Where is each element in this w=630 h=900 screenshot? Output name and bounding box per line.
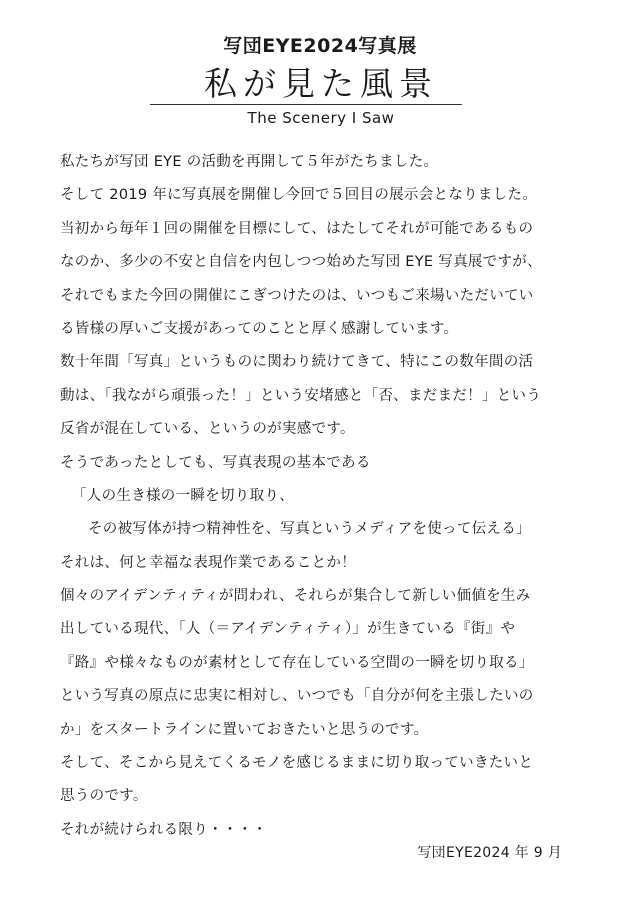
body-line: 当初から毎年１回の開催を目標にして、はたしてそれが可能であるもの [60, 220, 534, 237]
body-line: 反省が混在している、というのが実感です。 [60, 421, 355, 438]
body-line: 『路』や様々なものが素材として存在している空間の一瞬を切り取る」 [60, 654, 534, 671]
english-title: The Scenery I Saw [247, 109, 395, 127]
quote-line: 「人の生き様の一瞬を切り取り、 [72, 487, 294, 504]
body-line: 思うのです。 [60, 788, 148, 805]
body-line: それでもまた今回の開催にこぎつけたのは、いつもご来場いただいてい [60, 287, 534, 304]
exhibition-subtitle: 写団EYE2024写真展 [223, 35, 417, 57]
title-underline [150, 104, 462, 105]
quote-line: その被写体が持つ精神性を、写真というメディアを使って伝える」 [88, 521, 531, 538]
body-line: それが続けられる限り・・・・ [60, 821, 268, 838]
signature: 写団EYE2024 年 9 月 [417, 845, 562, 861]
body-line: 動は、「我ながら頑張った！」という安堵感と「否、まだまだ！」という [60, 387, 542, 404]
body-line: る皆様の厚いご支援があってのことと厚く感謝しています。 [60, 320, 459, 337]
body-line: か」をスタートラインに置いておきたいと思うのです。 [60, 721, 429, 738]
body-line: そして 2019 年に写真展を開催し今回で５回目の展示会となりました。 [60, 187, 538, 204]
body-line: そうであったとしても、写真表現の基本である [60, 454, 371, 471]
body-line: なのか、多少の不安と自信を内包しつつ始めた写団 EYE 写真展ですが、 [60, 254, 542, 271]
exhibition-title: 私が見た風景 [204, 64, 438, 103]
body-line: それは、何と幸福な表現作業であることか！ [60, 554, 356, 571]
body-line: 個々のアイデンティティが問われ、それらが集合して新しい価値を生み [60, 588, 531, 605]
body-line: そして、そこから見えてくるモノを感じるままに切り取っていきたいと [60, 755, 534, 772]
body-line: 私たちが写団 EYE の活動を再開して５年がたちました。 [60, 154, 439, 170]
body-line: という写真の原点に忠実に相対し、いつでも「自分が何を主張したいの [60, 688, 534, 705]
body-text [60, 146, 605, 847]
body-line: 出している現代、「人（＝アイデンティティ）」が生きている『街』や [60, 621, 516, 638]
body-line: 数十年間「写真」というものに関わり続けてきて、特にこの数年間の活 [60, 354, 534, 371]
header [0, 34, 630, 104]
